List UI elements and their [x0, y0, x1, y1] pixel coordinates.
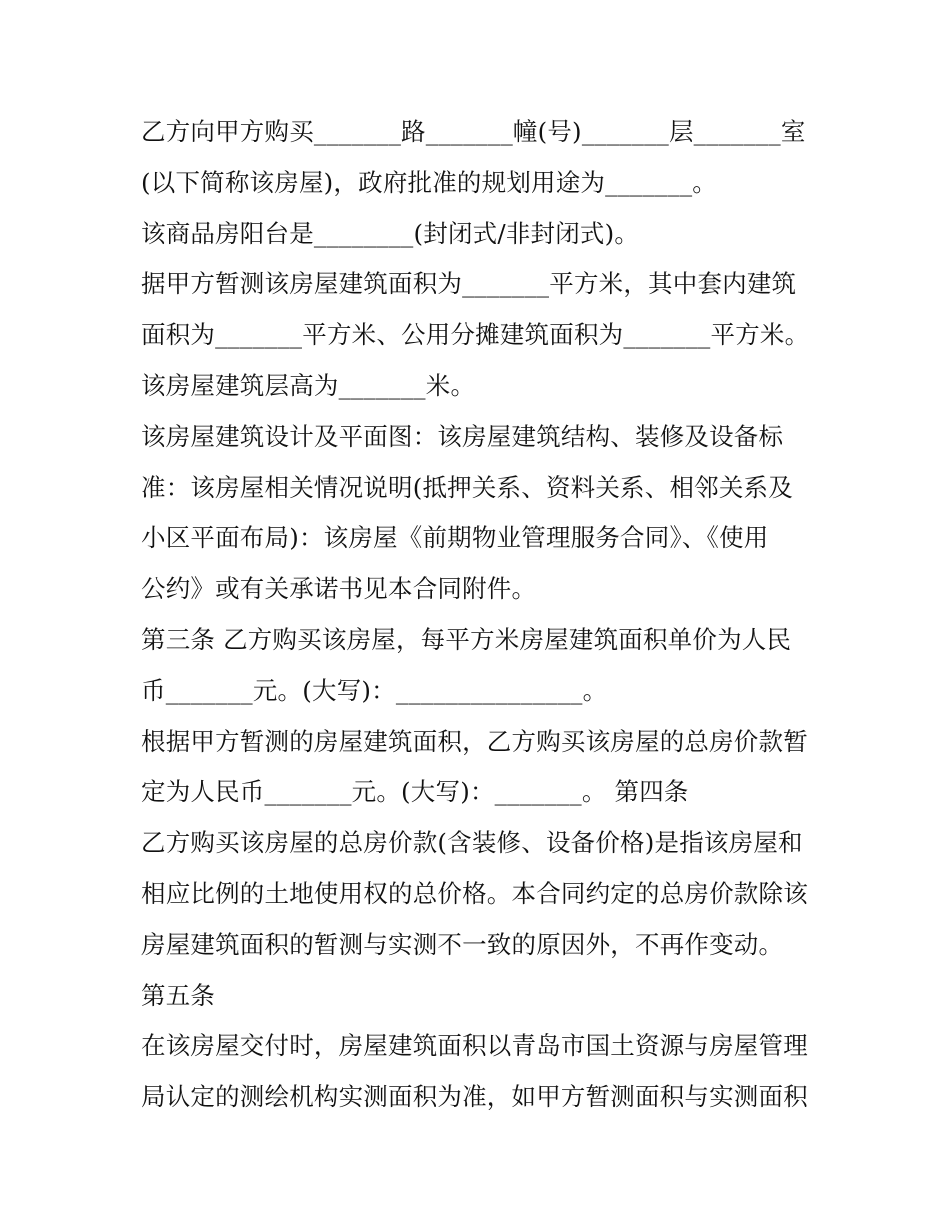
text-line: 面积为_______平方米、公用分摊建筑面积为_______平方米。: [141, 320, 810, 350]
text-line: 小区平面布局)：该房屋《前期物业管理服务合同》、《使用: [141, 523, 769, 553]
text-line: 房屋建筑面积的暂测与实测不一致的原因外，不再作变动。: [141, 929, 784, 959]
text-line: 准：该房屋相关情况说明(抵押关系、资料关系、相邻关系及: [141, 472, 793, 502]
text-line: 定为人民币_______元。(大写)：_______。 第四条: [141, 777, 689, 807]
text-line: 该商品房阳台是________(封闭式/非封闭式)。: [141, 218, 640, 248]
text-line: 第三条 乙方购买该房屋，每平方米房屋建筑面积单价为人民: [141, 624, 792, 654]
text-line: 该房屋建筑设计及平面图：该房屋建筑结构、装修及设备标: [141, 421, 784, 451]
text-line: (以下简称该房屋)，政府批准的规划用途为_______。: [141, 167, 717, 197]
contract-text: [141, 107, 821, 1123]
text-line: 根据甲方暂测的房屋建筑面积，乙方购买该房屋的总房价款暂: [141, 726, 808, 756]
text-line: 乙方购买该房屋的总房价款(含装修、设备价格)是指该房屋和: [141, 828, 803, 858]
text-line: 在该房屋交付时，房屋建筑面积以青岛市国土资源与房屋管理: [141, 1031, 808, 1061]
text-line: 据甲方暂测该房屋建筑面积为_______平方米，其中套内建筑: [141, 269, 797, 299]
text-line: 币_______元。(大写)：_______________。: [141, 675, 608, 705]
text-line: 相应比例的土地使用权的总价格。本合同约定的总房价款除该: [141, 878, 808, 908]
text-line: 公约》或有关承诺书见本合同附件。: [141, 574, 537, 604]
text-line: 第五条: [141, 980, 216, 1010]
text-line: 局认定的测绘机构实测面积为准，如甲方暂测面积与实测面积: [141, 1082, 808, 1112]
text-line: 该房屋建筑层高为_______米。: [141, 370, 476, 400]
text-line: 乙方向甲方购买_______路_______幢(号)_______层_______室: [141, 117, 806, 146]
